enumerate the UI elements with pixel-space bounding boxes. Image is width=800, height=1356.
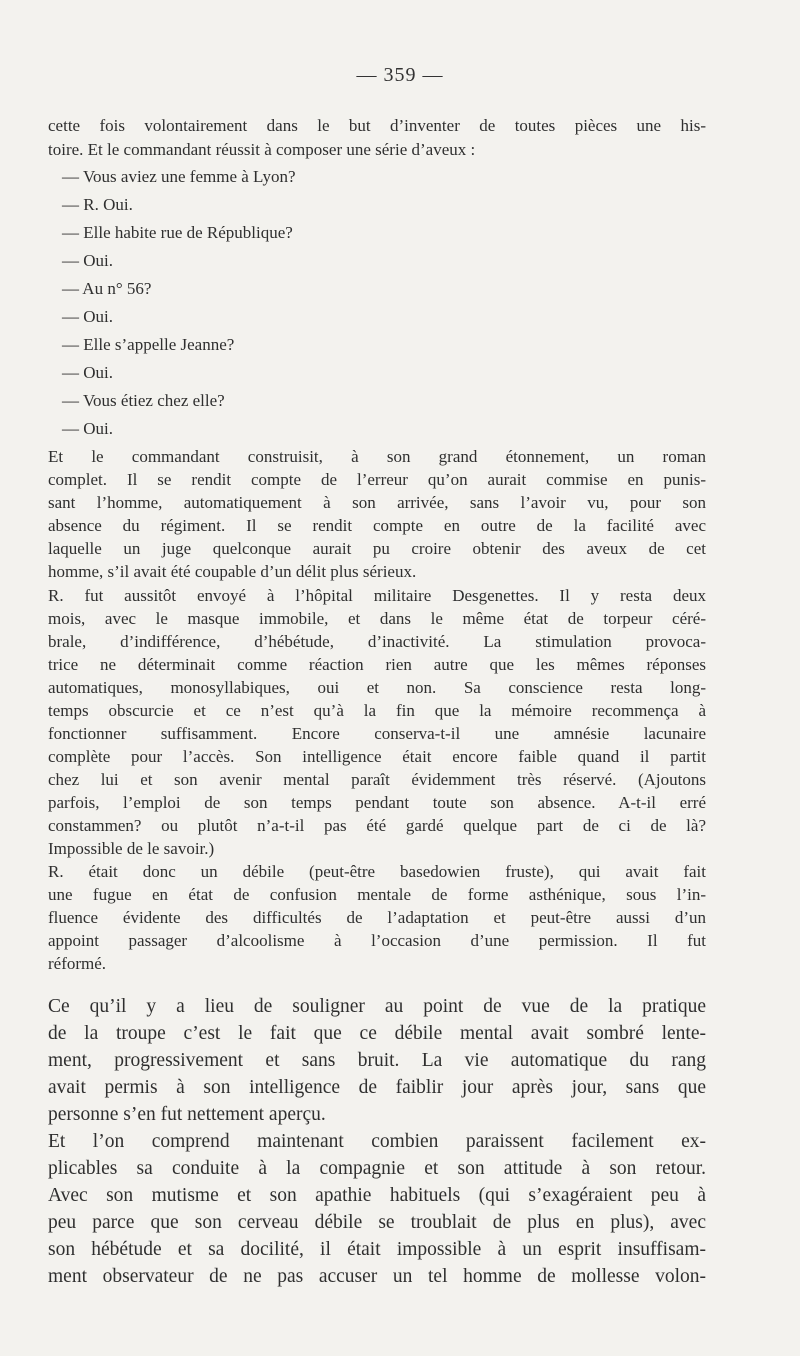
text-line: ment, progressivement et sans bruit. La vie automatique du rang	[48, 1050, 706, 1071]
text-line: de la troupe c’est le fait que ce débile mental avait sombré lente-	[48, 1023, 706, 1044]
dialogue-line: — R. Oui.	[62, 195, 133, 214]
text-line: complet. Il se rendit compte de l’erreur qu’on aurait commise en punis-	[48, 470, 706, 489]
text-line: Et le commandant construisit, à son grand étonnement, un roman	[48, 447, 706, 466]
text-line: toire. Et le commandant réussit à composer une série d’aveux :	[48, 140, 476, 159]
text-line: laquelle un juge quelconque aurait pu croire obtenir des aveux de cet	[48, 539, 706, 558]
text-line: chez lui et son avenir mental paraît évidemment très réservé. (Ajoutons	[48, 770, 706, 789]
page-number: — 359 —	[356, 64, 444, 86]
text-line: mois, avec le masque immobile, et dans le même état de torpeur céré-	[48, 609, 706, 628]
dialogue-line: — Oui.	[62, 363, 113, 382]
text-line: automatiques, monosyllabiques, oui et non. Sa conscience resta long-	[48, 678, 706, 697]
text-line: parfois, l’emploi de son temps pendant toute son absence. A-t-il erré	[48, 793, 706, 812]
dialogue-line: — Elle habite rue de République?	[62, 223, 293, 242]
text-line: réformé.	[48, 954, 107, 973]
dialogue-line: — Elle s’appelle Jeanne?	[62, 335, 235, 354]
text-line: avait permis à son intelligence de faiblir jour après jour, sans que	[48, 1077, 706, 1098]
text-line: Ce qu’il y a lieu de souligner au point de vue de la pratique	[48, 996, 706, 1017]
text-line: R. fut aussitôt envoyé à l’hôpital militaire Desgenettes. Il y resta deux	[48, 586, 706, 605]
text-line: appoint passager d’alcoolisme à l’occasion d’une permission. Il fut	[48, 931, 706, 950]
text-line: absence du régiment. Il se rendit compte en outre de la facilité avec	[48, 516, 706, 535]
dialogue-line: — Oui.	[62, 251, 113, 270]
text-line: temps obscurcie et ce n’est qu’à la fin que la mémoire recommença à	[48, 701, 706, 720]
text-line: Et l’on comprend maintenant combien paraissent facilement ex-	[48, 1131, 706, 1152]
text-line: plicables sa conduite à la compagnie et son attitude à son retour.	[48, 1158, 706, 1179]
dialogue-line: — Oui.	[62, 419, 113, 438]
text-line: fluence évidente des difficultés de l’adaptation et peut-être aussi d’un	[48, 908, 706, 927]
dialogue-line: — Vous étiez chez elle?	[62, 391, 225, 410]
dialogue-line: — Oui.	[62, 307, 113, 326]
text-line: une fugue en état de confusion mentale de forme asthénique, sous l’in-	[48, 885, 706, 904]
dialogue-line: — Au n° 56?	[62, 279, 152, 298]
text-line: R. était donc un débile (peut-être basedowien fruste), qui avait fait	[48, 862, 706, 881]
text-line: son hébétude et sa docilité, il était impossible à un esprit insuffisam-	[48, 1239, 706, 1260]
text-line: Avec son mutisme et son apathie habituels (qui s’exagéraient peu à	[48, 1185, 706, 1206]
text-line: homme, s’il avait été coupable d’un délit plus sérieux.	[48, 562, 417, 581]
text-line: personne s’en fut nettement aperçu.	[48, 1104, 326, 1125]
text-line: peu parce que son cerveau débile se troublait de plus en plus), avec	[48, 1212, 706, 1233]
dialogue-line: — Vous aviez une femme à Lyon?	[62, 167, 296, 186]
text-line: complète pour l’accès. Son intelligence était encore faible quand il partit	[48, 747, 706, 766]
text-line: ment observateur de ne pas accuser un tel homme de mollesse volon-	[48, 1266, 706, 1287]
text-line: fonctionner suffisamment. Encore conserva-t-il une amnésie lacunaire	[48, 724, 706, 743]
text-line: cette fois volontairement dans le but d’inventer de toutes pièces une his-	[48, 116, 706, 135]
text-line: sant l’homme, automatiquement à son arrivée, sans l’avoir vu, pour son	[48, 493, 706, 512]
text-line: brale, d’indifférence, d’hébétude, d’inactivité. La stimulation provoca-	[48, 632, 706, 651]
text-line: trice ne déterminait comme réaction rien autre que les mêmes réponses	[48, 655, 706, 674]
text-line: constammen? ou plutôt n’a-t-il pas été gardé quelque part de ci de là?	[48, 816, 706, 835]
text-line: Impossible de le savoir.)	[48, 839, 215, 858]
